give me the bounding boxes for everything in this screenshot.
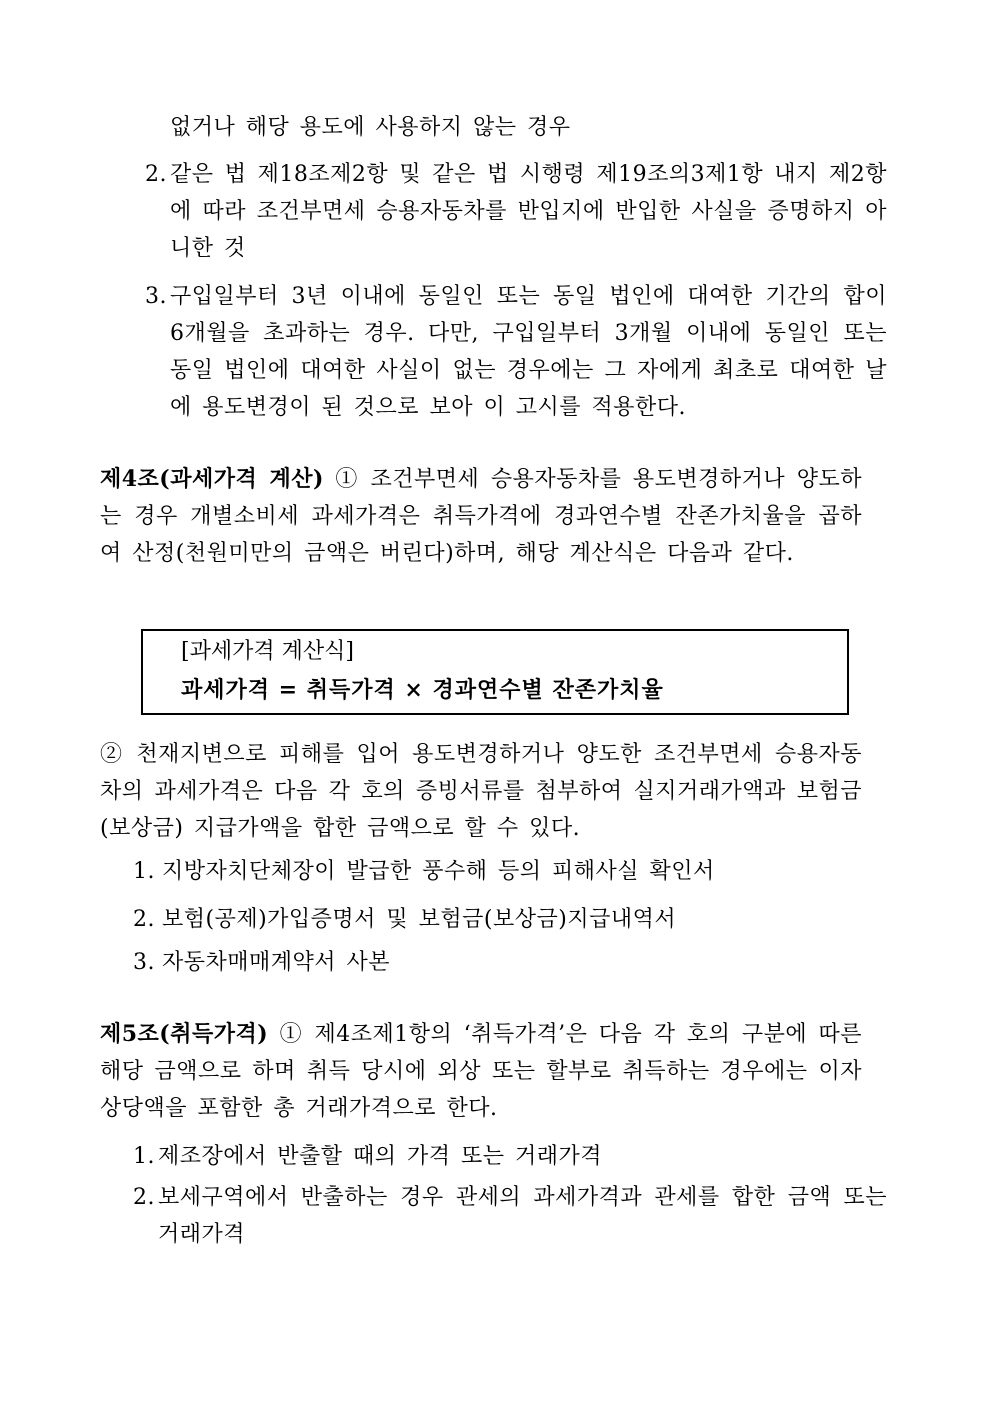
list-item [133,901,891,938]
list-item-text: 같은 법 제18조제2항 및 같은 법 시행령 제19조의3제1항 내지 제2항에 따라 조건부면세 승용자동차를 반입지에 반입한 사실을 증명하지 아니한 것 [170,162,887,261]
list-item [133,944,891,981]
list-item [145,156,887,267]
article4-clause1-paragraph [100,461,862,572]
clause-text: 제4조제1항의 ‘취득가격’은 다음 각 호의 구분에 따른 해당 금액으로 하며 취득 당시에 외상 또는 할부로 취득하는 경우에는 이자상당액을 포함한 총 거래가격으로 한다. [100,1022,863,1121]
list-item-text: 보세구역에서 반출하는 경우 관세의 과세가격과 관세를 합한 금액 또는 거래가격 [158,1185,887,1247]
article4-heading: 제4조(과세가격 계산) [100,466,324,492]
article5-clause1-paragraph [100,1016,862,1127]
clause-text: 천재지변으로 피해를 입어 용도변경하거나 양도한 조건부면세 승용자동차의 과세가격은 다음 각 호의 증빙서류를 첨부하여 실지거래가액과 보험금(보상금) 지급가액을 합한 금액으로 할 수 있다. [100,742,862,841]
clause-text: 조건부면세 승용자동차를 용도변경하거나 양도하는 경우 개별소비세 과세가격은 취득가격에 경과연수별 잔존가치율을 곱하여 산정(천원미만의 금액은 버린다)하며, 해당 계산식은 다음과 같다. [100,467,862,566]
continuation-text: 없거나 해당 용도에 사용하지 않는 경우 [170,115,571,140]
list-item-text: 지방자치단체장이 발급한 풍수해 등의 피해사실 확인서 [162,859,715,884]
clause-marker: ① [335,467,359,492]
list-item-text: 구입일부터 3년 이내에 동일인 또는 동일 법인에 대여한 기간의 합이 6개월을 초과하는 경우. 다만, 구입일부터 3개월 이내에 동일인 또는 동일 법인에 대여한 사실이 없는 경우에는 그 자에게 최초로 대여한 날에 용도변경이 된 것으로 보아 이 고시를 적용한다. [170,284,887,420]
clause-marker: ② [100,742,125,767]
clause-marker: ① [279,1022,304,1047]
list-item-text: 제조장에서 반출할 때의 가격 또는 거래가격 [158,1144,603,1169]
list-item [133,1138,887,1175]
list-item [133,853,891,890]
list-item [133,1179,887,1253]
list-item-number: 3. [145,284,167,309]
list-item-text: 보험(공제)가입증명서 및 보험금(보상금)지급내역서 [162,907,677,932]
formula-box [141,629,849,715]
list-item-number: 2. [133,907,155,932]
list-item-text: 자동차매매계약서 사본 [162,950,391,975]
list-item-number: 2. [133,1185,155,1210]
article4-clause2-paragraph [100,736,862,847]
list-item-number: 1. [133,1144,155,1169]
formula-box-formula: 과세가격 = 취득가격 × 경과연수별 잔존가치율 [181,677,664,703]
list-item-number: 3. [133,950,155,975]
formula-box-title: [과세가격 계산식] [181,639,354,664]
list-item-number: 1. [133,859,155,884]
article5-heading: 제5조(취득가격) [100,1021,269,1047]
list-item-number: 2. [145,162,167,187]
list-item [145,278,887,426]
paragraph-continuation-line [170,109,571,146]
